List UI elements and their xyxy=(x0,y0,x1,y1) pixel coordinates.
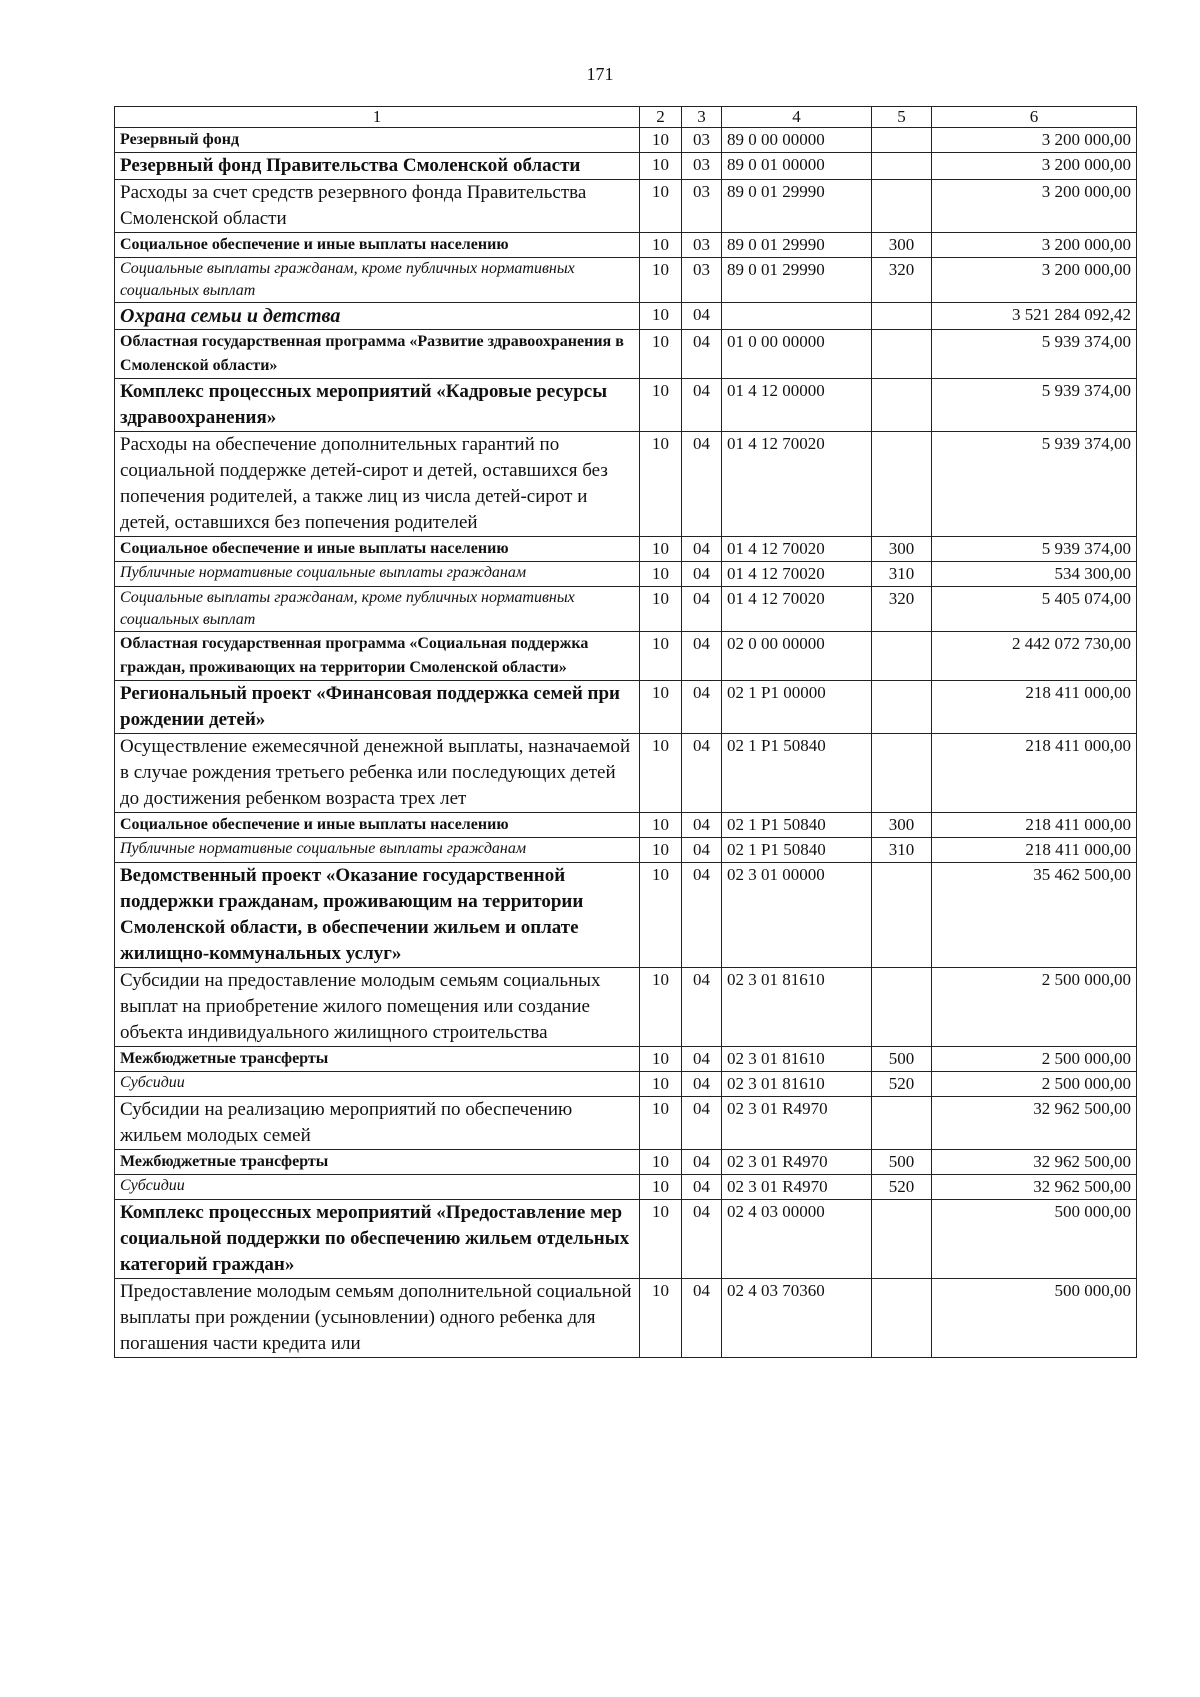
row-section-cell: 10 xyxy=(640,1175,682,1200)
row-section-cell: 10 xyxy=(640,379,682,432)
row-amount-cell: 218 411 000,00 xyxy=(932,813,1137,838)
row-subsection-cell: 04 xyxy=(682,813,722,838)
row-subsection-cell: 04 xyxy=(682,537,722,562)
row-subsection-cell: 04 xyxy=(682,632,722,681)
row-expense-type-cell: 310 xyxy=(872,562,932,587)
row-name-cell: Публичные нормативные социальные выплаты гражданам xyxy=(115,562,640,587)
table-row xyxy=(115,180,1137,233)
header-col-4: 4 xyxy=(722,107,872,128)
table-row xyxy=(115,1150,1137,1175)
header-col-5: 5 xyxy=(872,107,932,128)
row-name-cell: Публичные нормативные социальные выплаты гражданам xyxy=(115,838,640,863)
row-amount-cell: 3 200 000,00 xyxy=(932,180,1137,233)
row-amount-cell: 3 521 284 092,42 xyxy=(932,303,1137,330)
row-expense-type-cell: 320 xyxy=(872,587,932,632)
row-section-cell: 10 xyxy=(640,863,682,968)
row-amount-cell: 2 500 000,00 xyxy=(932,1072,1137,1097)
row-amount-cell: 3 200 000,00 xyxy=(932,153,1137,180)
row-target-article-cell: 01 0 00 00000 xyxy=(722,330,872,379)
table-row xyxy=(115,153,1137,180)
table-row xyxy=(115,734,1137,813)
row-expense-type-cell xyxy=(872,180,932,233)
row-name-cell: Ведомственный проект «Оказание государственной поддержки гражданам, проживающим на территории Смоленской области, в обеспечении жильем и оплате жилищно-коммунальных услуг» xyxy=(115,863,640,968)
row-expense-type-cell: 500 xyxy=(872,1150,932,1175)
row-name-cell: Межбюджетные трансферты xyxy=(115,1047,640,1072)
row-section-cell: 10 xyxy=(640,128,682,153)
row-amount-cell: 218 411 000,00 xyxy=(932,838,1137,863)
row-expense-type-cell xyxy=(872,681,932,734)
row-section-cell: 10 xyxy=(640,734,682,813)
row-name-cell: Межбюджетные трансферты xyxy=(115,1150,640,1175)
row-subsection-cell: 04 xyxy=(682,1279,722,1358)
row-subsection-cell: 03 xyxy=(682,128,722,153)
row-target-article-cell: 01 4 12 70020 xyxy=(722,537,872,562)
table-row xyxy=(115,632,1137,681)
row-section-cell: 10 xyxy=(640,681,682,734)
table-row xyxy=(115,863,1137,968)
row-amount-cell: 218 411 000,00 xyxy=(932,681,1137,734)
table-row xyxy=(115,1175,1137,1200)
row-section-cell: 10 xyxy=(640,968,682,1047)
row-amount-cell: 32 962 500,00 xyxy=(932,1097,1137,1150)
table-row xyxy=(115,681,1137,734)
table-row xyxy=(115,1279,1137,1358)
row-section-cell: 10 xyxy=(640,1279,682,1358)
row-section-cell: 10 xyxy=(640,303,682,330)
row-subsection-cell: 04 xyxy=(682,838,722,863)
row-subsection-cell: 04 xyxy=(682,1200,722,1279)
row-name-cell: Областная государственная программа «Развитие здравоохранения в Смоленской области» xyxy=(115,330,640,379)
row-target-article-cell: 02 1 P1 50840 xyxy=(722,813,872,838)
row-name-cell: Предоставление молодым семьям дополнительной социальной выплаты при рождении (усыновлении) одного ребенка для погашения части кредита или xyxy=(115,1279,640,1358)
row-amount-cell: 35 462 500,00 xyxy=(932,863,1137,968)
row-target-article-cell: 01 4 12 70020 xyxy=(722,562,872,587)
budget-table xyxy=(114,106,1137,1358)
row-expense-type-cell: 300 xyxy=(872,537,932,562)
row-subsection-cell: 04 xyxy=(682,1150,722,1175)
row-section-cell: 10 xyxy=(640,537,682,562)
row-subsection-cell: 03 xyxy=(682,180,722,233)
row-target-article-cell: 89 0 01 29990 xyxy=(722,258,872,303)
row-expense-type-cell: 300 xyxy=(872,813,932,838)
row-name-cell: Расходы за счет средств резервного фонда Правительства Смоленской области xyxy=(115,180,640,233)
row-expense-type-cell: 520 xyxy=(872,1175,932,1200)
row-target-article-cell: 01 4 12 00000 xyxy=(722,379,872,432)
row-target-article-cell: 02 3 01 81610 xyxy=(722,1047,872,1072)
row-name-cell: Осуществление ежемесячной денежной выплаты, назначаемой в случае рождения третьего ребенка или последующих детей до достижения ребенком возраста трех лет xyxy=(115,734,640,813)
row-section-cell: 10 xyxy=(640,1200,682,1279)
row-expense-type-cell: 500 xyxy=(872,1047,932,1072)
row-subsection-cell: 04 xyxy=(682,587,722,632)
row-subsection-cell: 04 xyxy=(682,1072,722,1097)
row-target-article-cell: 89 0 01 29990 xyxy=(722,180,872,233)
row-section-cell: 10 xyxy=(640,153,682,180)
row-expense-type-cell xyxy=(872,153,932,180)
row-expense-type-cell xyxy=(872,432,932,537)
header-col-2: 2 xyxy=(640,107,682,128)
row-expense-type-cell xyxy=(872,863,932,968)
row-subsection-cell: 04 xyxy=(682,432,722,537)
row-section-cell: 10 xyxy=(640,233,682,258)
table-row xyxy=(115,537,1137,562)
row-target-article-cell: 02 1 P1 50840 xyxy=(722,838,872,863)
table-row xyxy=(115,233,1137,258)
row-target-article-cell: 02 4 03 00000 xyxy=(722,1200,872,1279)
row-amount-cell: 3 200 000,00 xyxy=(932,233,1137,258)
row-target-article-cell: 02 0 00 00000 xyxy=(722,632,872,681)
table-row xyxy=(115,587,1137,632)
row-target-article-cell: 01 4 12 70020 xyxy=(722,432,872,537)
row-name-cell: Областная государственная программа «Социальная поддержка граждан, проживающих на территории Смоленской области» xyxy=(115,632,640,681)
table-row xyxy=(115,258,1137,303)
row-subsection-cell: 04 xyxy=(682,330,722,379)
row-section-cell: 10 xyxy=(640,180,682,233)
table-row xyxy=(115,303,1137,330)
row-name-cell: Субсидии xyxy=(115,1072,640,1097)
row-subsection-cell: 03 xyxy=(682,258,722,303)
table-row xyxy=(115,1072,1137,1097)
row-subsection-cell: 04 xyxy=(682,1175,722,1200)
row-expense-type-cell: 300 xyxy=(872,233,932,258)
row-section-cell: 10 xyxy=(640,258,682,303)
row-section-cell: 10 xyxy=(640,432,682,537)
row-expense-type-cell: 310 xyxy=(872,838,932,863)
row-subsection-cell: 04 xyxy=(682,863,722,968)
row-subsection-cell: 04 xyxy=(682,1047,722,1072)
row-name-cell: Резервный фонд Правительства Смоленской области xyxy=(115,153,640,180)
table-row xyxy=(115,813,1137,838)
header-col-3: 3 xyxy=(682,107,722,128)
row-expense-type-cell xyxy=(872,128,932,153)
row-name-cell: Социальное обеспечение и иные выплаты населению xyxy=(115,537,640,562)
row-expense-type-cell xyxy=(872,303,932,330)
row-subsection-cell: 04 xyxy=(682,968,722,1047)
row-section-cell: 10 xyxy=(640,1097,682,1150)
row-name-cell: Социальные выплаты гражданам, кроме публичных нормативных социальных выплат xyxy=(115,258,640,303)
row-amount-cell: 3 200 000,00 xyxy=(932,128,1137,153)
row-expense-type-cell xyxy=(872,330,932,379)
row-name-cell: Социальные выплаты гражданам, кроме публичных нормативных социальных выплат xyxy=(115,587,640,632)
table-row xyxy=(115,562,1137,587)
row-target-article-cell: 02 3 01 R4970 xyxy=(722,1097,872,1150)
row-section-cell: 10 xyxy=(640,632,682,681)
row-section-cell: 10 xyxy=(640,813,682,838)
table-row xyxy=(115,330,1137,379)
row-amount-cell: 5 939 374,00 xyxy=(932,537,1137,562)
row-section-cell: 10 xyxy=(640,1047,682,1072)
row-amount-cell: 500 000,00 xyxy=(932,1279,1137,1358)
row-name-cell: Комплекс процессных мероприятий «Предоставление мер социальной поддержки по обеспечению жильем отдельных категорий граждан» xyxy=(115,1200,640,1279)
row-subsection-cell: 04 xyxy=(682,681,722,734)
table-row xyxy=(115,968,1137,1047)
row-amount-cell: 2 442 072 730,00 xyxy=(932,632,1137,681)
row-name-cell: Резервный фонд xyxy=(115,128,640,153)
row-amount-cell: 32 962 500,00 xyxy=(932,1175,1137,1200)
row-target-article-cell: 02 3 01 R4970 xyxy=(722,1175,872,1200)
row-amount-cell: 5 405 074,00 xyxy=(932,587,1137,632)
table-row xyxy=(115,379,1137,432)
row-section-cell: 10 xyxy=(640,330,682,379)
row-amount-cell: 32 962 500,00 xyxy=(932,1150,1137,1175)
row-target-article-cell: 02 3 01 81610 xyxy=(722,968,872,1047)
row-amount-cell: 2 500 000,00 xyxy=(932,1047,1137,1072)
row-name-cell: Региональный проект «Финансовая поддержка семей при рождении детей» xyxy=(115,681,640,734)
row-expense-type-cell xyxy=(872,1097,932,1150)
table-row xyxy=(115,432,1137,537)
table-row xyxy=(115,128,1137,153)
row-target-article-cell: 02 3 01 R4970 xyxy=(722,1150,872,1175)
row-subsection-cell: 04 xyxy=(682,303,722,330)
row-target-article-cell: 02 1 P1 00000 xyxy=(722,681,872,734)
row-expense-type-cell: 320 xyxy=(872,258,932,303)
row-section-cell: 10 xyxy=(640,587,682,632)
row-expense-type-cell xyxy=(872,379,932,432)
row-name-cell: Социальное обеспечение и иные выплаты населению xyxy=(115,813,640,838)
row-section-cell: 10 xyxy=(640,562,682,587)
row-amount-cell: 2 500 000,00 xyxy=(932,968,1137,1047)
row-subsection-cell: 04 xyxy=(682,562,722,587)
row-amount-cell: 3 200 000,00 xyxy=(932,258,1137,303)
row-expense-type-cell xyxy=(872,632,932,681)
row-subsection-cell: 03 xyxy=(682,233,722,258)
row-expense-type-cell xyxy=(872,968,932,1047)
row-target-article-cell: 02 3 01 00000 xyxy=(722,863,872,968)
row-section-cell: 10 xyxy=(640,838,682,863)
table-row xyxy=(115,838,1137,863)
row-subsection-cell: 04 xyxy=(682,1097,722,1150)
row-name-cell: Охрана семьи и детства xyxy=(115,303,640,330)
row-name-cell: Субсидии xyxy=(115,1175,640,1200)
header-col-6: 6 xyxy=(932,107,1137,128)
row-expense-type-cell: 520 xyxy=(872,1072,932,1097)
page-number: 171 xyxy=(586,64,614,84)
row-name-cell: Социальное обеспечение и иные выплаты населению xyxy=(115,233,640,258)
row-expense-type-cell xyxy=(872,1279,932,1358)
row-amount-cell: 218 411 000,00 xyxy=(932,734,1137,813)
row-expense-type-cell xyxy=(872,734,932,813)
header-col-1: 1 xyxy=(115,107,640,128)
row-amount-cell: 500 000,00 xyxy=(932,1200,1137,1279)
row-subsection-cell: 04 xyxy=(682,379,722,432)
row-target-article-cell: 02 3 01 81610 xyxy=(722,1072,872,1097)
row-section-cell: 10 xyxy=(640,1072,682,1097)
row-target-article-cell: 89 0 01 29990 xyxy=(722,233,872,258)
row-target-article-cell: 02 4 03 70360 xyxy=(722,1279,872,1358)
table-row xyxy=(115,1047,1137,1072)
row-name-cell: Комплекс процессных мероприятий «Кадровые ресурсы здравоохранения» xyxy=(115,379,640,432)
row-target-article-cell xyxy=(722,303,872,330)
row-name-cell: Субсидии на реализацию мероприятий по обеспечению жильем молодых семей xyxy=(115,1097,640,1150)
row-target-article-cell: 89 0 00 00000 xyxy=(722,128,872,153)
row-target-article-cell: 02 1 P1 50840 xyxy=(722,734,872,813)
row-amount-cell: 5 939 374,00 xyxy=(932,379,1137,432)
row-amount-cell: 5 939 374,00 xyxy=(932,330,1137,379)
row-section-cell: 10 xyxy=(640,1150,682,1175)
table-row xyxy=(115,1097,1137,1150)
row-amount-cell: 5 939 374,00 xyxy=(932,432,1137,537)
row-amount-cell: 534 300,00 xyxy=(932,562,1137,587)
row-target-article-cell: 89 0 01 00000 xyxy=(722,153,872,180)
row-expense-type-cell xyxy=(872,1200,932,1279)
row-name-cell: Субсидии на предоставление молодым семьям социальных выплат на приобретение жилого помещения или создание объекта индивидуального жилищного строительства xyxy=(115,968,640,1047)
table-row xyxy=(115,1200,1137,1279)
table-header-row xyxy=(115,107,1137,128)
row-subsection-cell: 04 xyxy=(682,734,722,813)
row-subsection-cell: 03 xyxy=(682,153,722,180)
row-target-article-cell: 01 4 12 70020 xyxy=(722,587,872,632)
row-name-cell: Расходы на обеспечение дополнительных гарантий по социальной поддержке детей-сирот и детей, оставшихся без попечения родителей, а также лиц из числа детей-сирот и детей, оставшихся без попечения родителей xyxy=(115,432,640,537)
